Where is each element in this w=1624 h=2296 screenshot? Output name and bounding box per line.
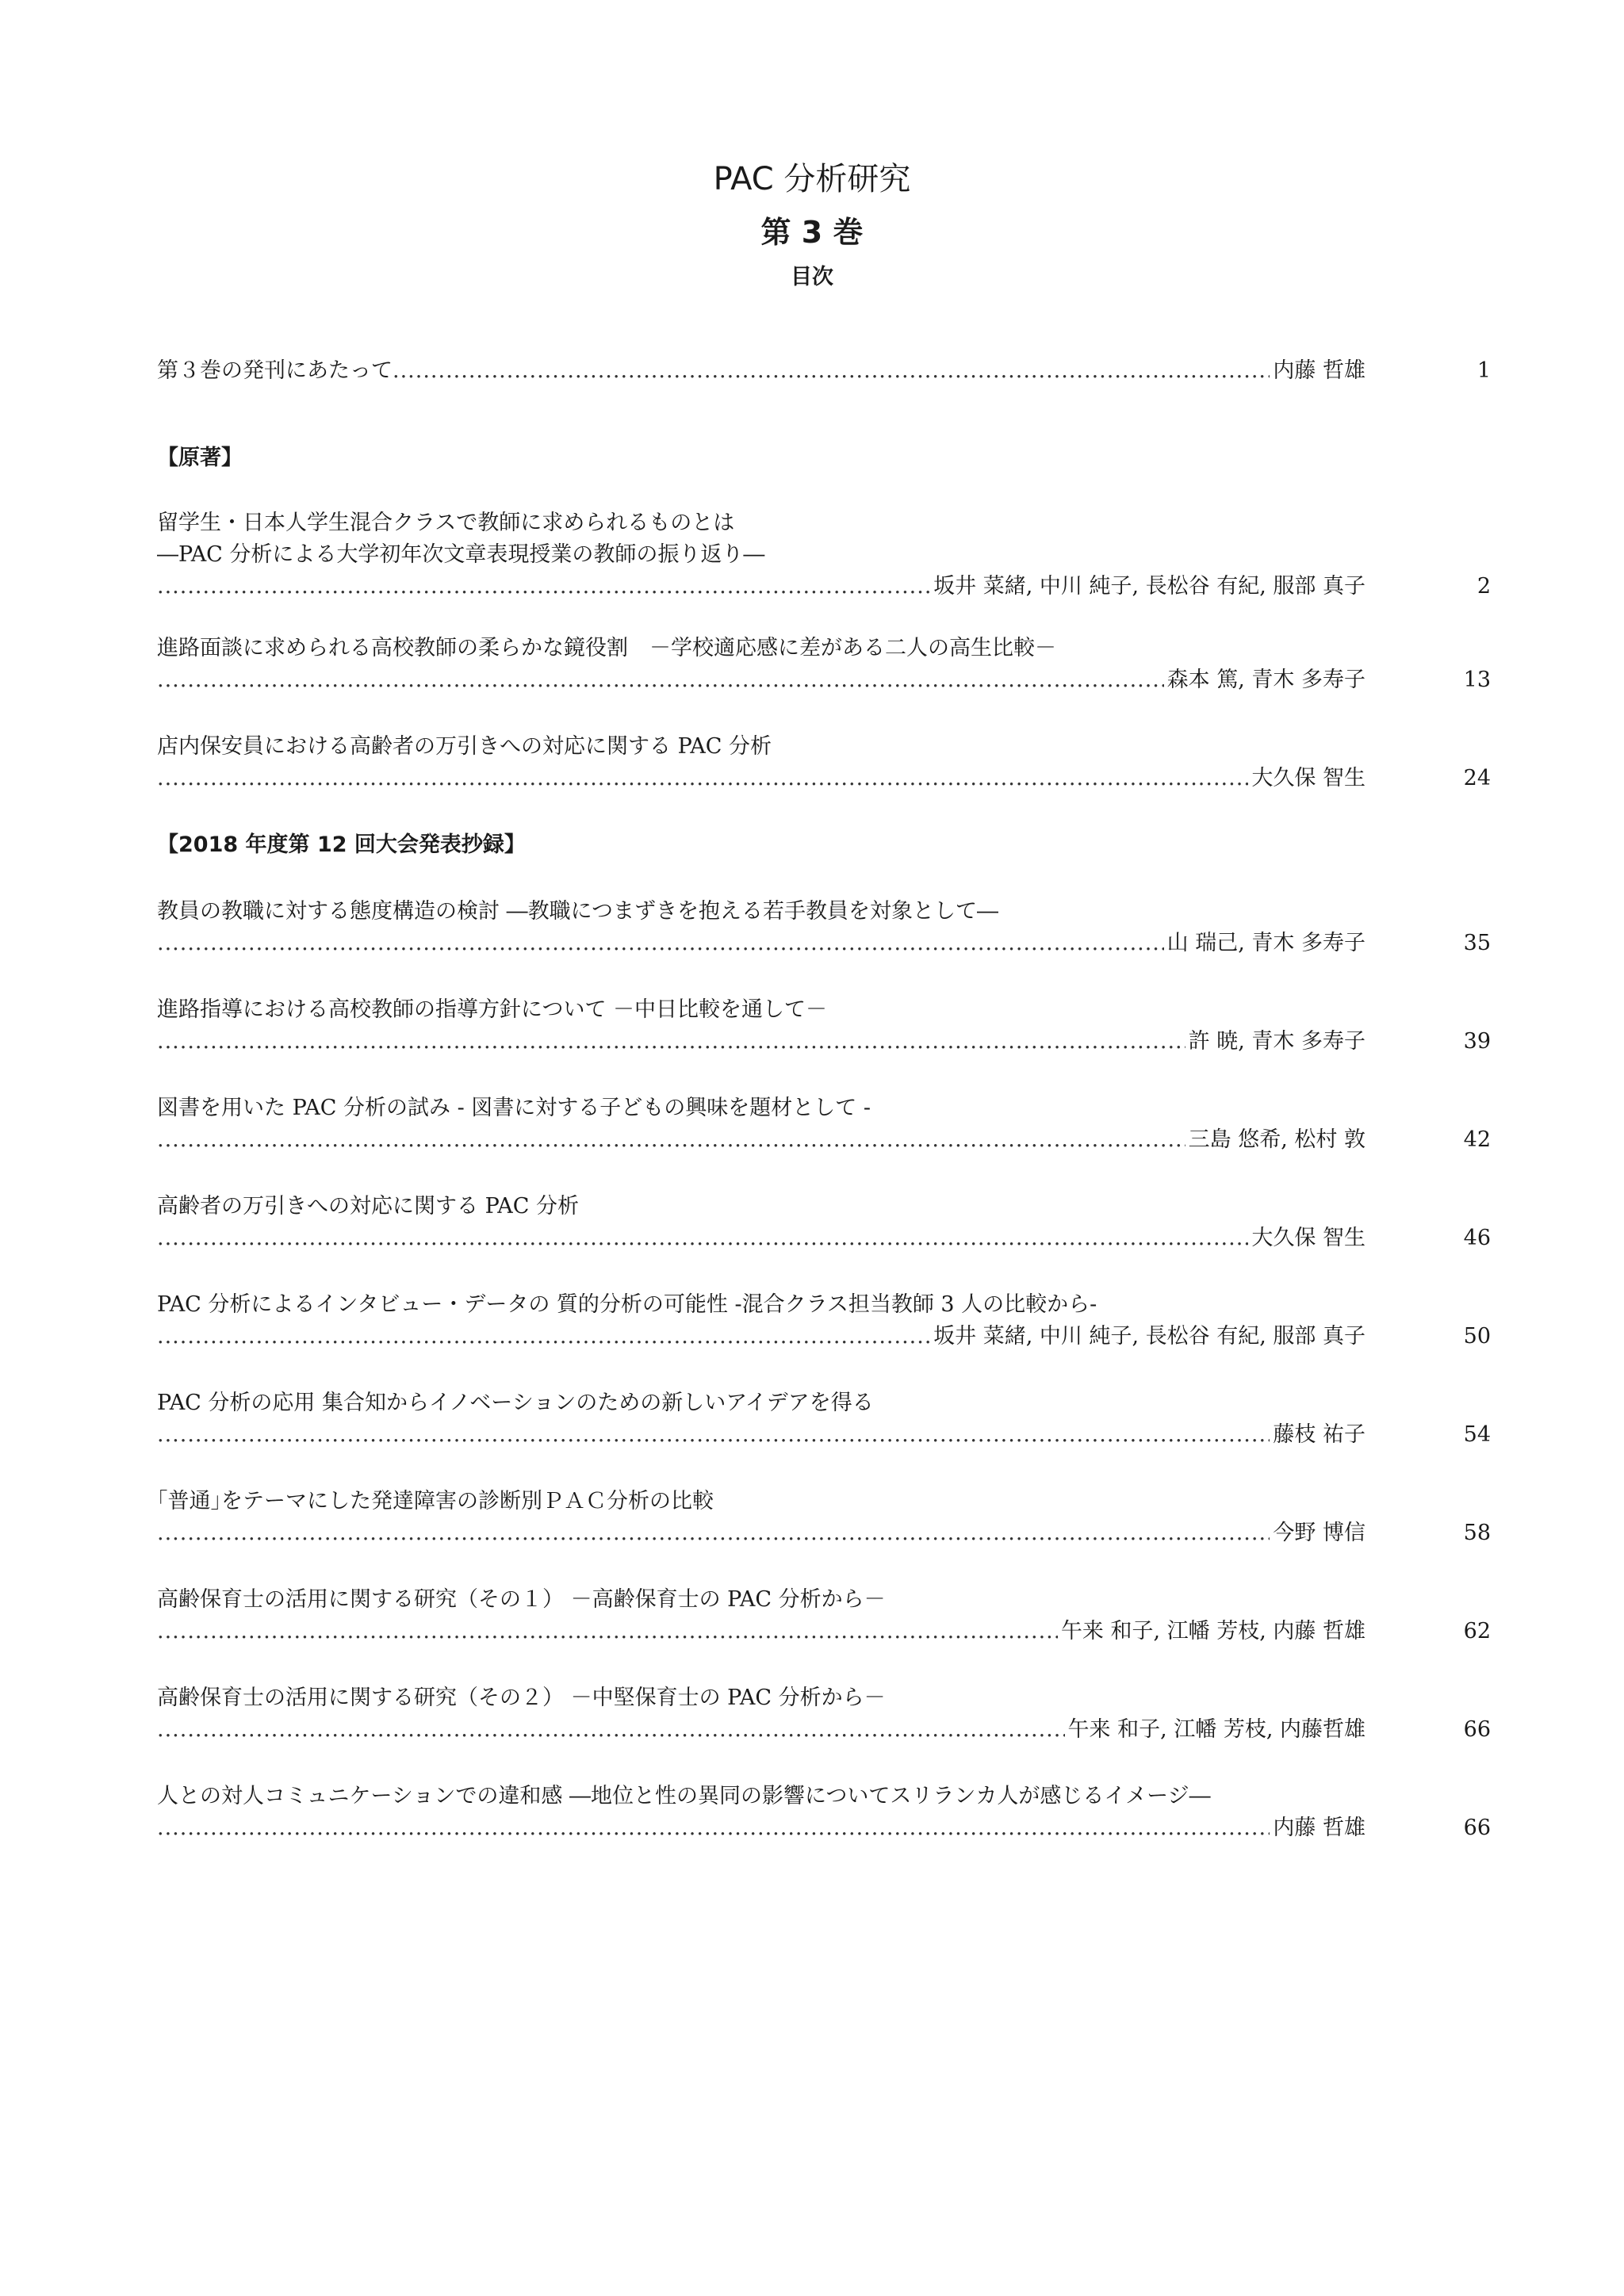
entry-authors: 坂井 菜緒, 中川 純子, 長松谷 有紀, 服部 真子 [933, 1324, 1365, 1349]
entry-title: 留学生・日本人学生混合クラスで教師に求められるものとは [157, 511, 735, 535]
entry-authors: 午来 和子, 江幡 芳枝, 内藤哲雄 [1067, 1717, 1365, 1742]
entry-authors: 午来 和子, 江幡 芳枝, 内藤 哲雄 [1060, 1619, 1365, 1644]
entry-title: 高齢者の万引きへの対応に関する PAC 分析 [157, 1194, 580, 1219]
entry-title: 高齢保育士の活用に関する研究（その２） －中堅保育士の PAC 分析から－ [157, 1686, 886, 1710]
leader-dots [393, 355, 1270, 387]
leader-dots [157, 1714, 1065, 1746]
entry-page: 42 [1463, 1127, 1491, 1152]
toc-entry[interactable] [157, 1584, 1491, 1647]
toc-entry[interactable] [157, 1093, 1491, 1156]
entry-subtitle: ―PAC 分析による大学初年次文章表現授業の教師の振り返り― [157, 542, 765, 567]
leader-dots [157, 1124, 1185, 1156]
entry-page: 66 [1463, 1717, 1491, 1742]
leader-dots [157, 1321, 930, 1353]
entry-title: PAC 分析によるインタビュー・データの 質的分析の可能性 -混合クラス担当教師 3 人の比較から- [157, 1292, 1097, 1317]
toc-entry[interactable] [157, 994, 1491, 1058]
entry-title: 第３巻の発刊にあたって [157, 358, 393, 383]
entry-authors: 内藤 哲雄 [1273, 1816, 1365, 1840]
toc-entry[interactable] [157, 1781, 1491, 1844]
entry-authors: 内藤 哲雄 [1273, 358, 1365, 383]
entry-title: 進路面談に求められる高校教師の柔らかな鏡役割 －学校適応感に差がある二人の高生比較－ [157, 636, 1056, 660]
entry-authors: 許 暁, 青木 多寿子 [1188, 1029, 1365, 1054]
entry-title: PAC 分析の応用 集合知からイノベーションのための新しいアイデアを得る [157, 1391, 874, 1415]
leader-dots [157, 1419, 1270, 1451]
entry-title: 高齢保育士の活用に関する研究（その１） －高齢保育士の PAC 分析から－ [157, 1587, 886, 1612]
leader-dots [157, 1223, 1248, 1254]
leader-dots [157, 571, 930, 603]
section-heading-abstracts: 【2018 年度第 12 回大会発表抄録】 [157, 832, 526, 857]
entry-authors: 山 瑞己, 青木 多寿子 [1166, 931, 1365, 955]
leader-dots [157, 1616, 1058, 1647]
entry-page: 24 [1463, 766, 1491, 790]
entry-page: 50 [1463, 1324, 1491, 1349]
entry-title: 進路指導における高校教師の指導方針について －中日比較を通して－ [157, 997, 828, 1022]
leader-dots [157, 1026, 1185, 1058]
entry-authors: 坂井 菜緒, 中川 純子, 長松谷 有紀, 服部 真子 [933, 574, 1365, 599]
entry-authors: 大久保 智生 [1251, 1226, 1365, 1250]
toc-entry[interactable] [157, 896, 1491, 959]
section-heading-original: 【原著】 [157, 446, 243, 470]
entry-title: 図書を用いた PAC 分析の試み - 図書に対する子どもの興味を題材として - [157, 1096, 871, 1120]
toc-entry[interactable] [157, 507, 1491, 603]
entry-page: 62 [1463, 1619, 1491, 1644]
entry-authors: 藤枝 祐子 [1273, 1422, 1365, 1447]
leader-dots [157, 664, 1164, 696]
journal-title: PAC 分析研究 [713, 161, 911, 197]
leader-dots [157, 763, 1248, 794]
entry-authors: 三島 悠希, 松村 敦 [1188, 1127, 1365, 1152]
entry-page: 35 [1463, 931, 1491, 955]
entry-authors: 今野 博信 [1273, 1521, 1365, 1545]
toc-entry[interactable] [157, 731, 1491, 794]
toc-entry[interactable] [157, 1289, 1491, 1353]
toc-entry[interactable] [157, 1486, 1491, 1549]
entry-title: ｢普通｣をテーマにした発達障害の診断別ＰＡＣ分析の比較 [157, 1489, 714, 1513]
entry-page: 39 [1463, 1029, 1491, 1054]
toc-entry[interactable] [157, 633, 1491, 696]
entry-authors: 森本 篤, 青木 多寿子 [1166, 668, 1365, 692]
volume-number: 第 3 巻 [760, 215, 864, 250]
entry-page: 13 [1463, 668, 1491, 692]
entry-page: 54 [1463, 1422, 1491, 1447]
toc-entry-foreword[interactable] [157, 355, 1491, 387]
entry-title: 人との対人コミュニケーションでの違和感 ―地位と性の異同の影響についてスリランカ人が感じるイメージ― [157, 1784, 1211, 1808]
entry-title: 店内保安員における高齢者の万引きへの対応に関する PAC 分析 [157, 734, 772, 759]
entry-page: 66 [1463, 1816, 1491, 1840]
entry-page: 2 [1477, 574, 1491, 599]
leader-dots [157, 928, 1164, 959]
entry-page: 1 [1477, 358, 1491, 383]
leader-dots [157, 1517, 1270, 1549]
toc-heading: 目次 [791, 265, 833, 289]
entry-title: 教員の教職に対する態度構造の検討 ―教職につまずきを抱える若手教員を対象として― [157, 899, 999, 924]
entry-authors: 大久保 智生 [1251, 766, 1365, 790]
entry-page: 58 [1463, 1521, 1491, 1545]
entry-page: 46 [1463, 1226, 1491, 1250]
toc-entry[interactable] [157, 1191, 1491, 1254]
leader-dots [157, 1812, 1270, 1844]
toc-entry[interactable] [157, 1682, 1491, 1746]
toc-entry[interactable] [157, 1387, 1491, 1451]
